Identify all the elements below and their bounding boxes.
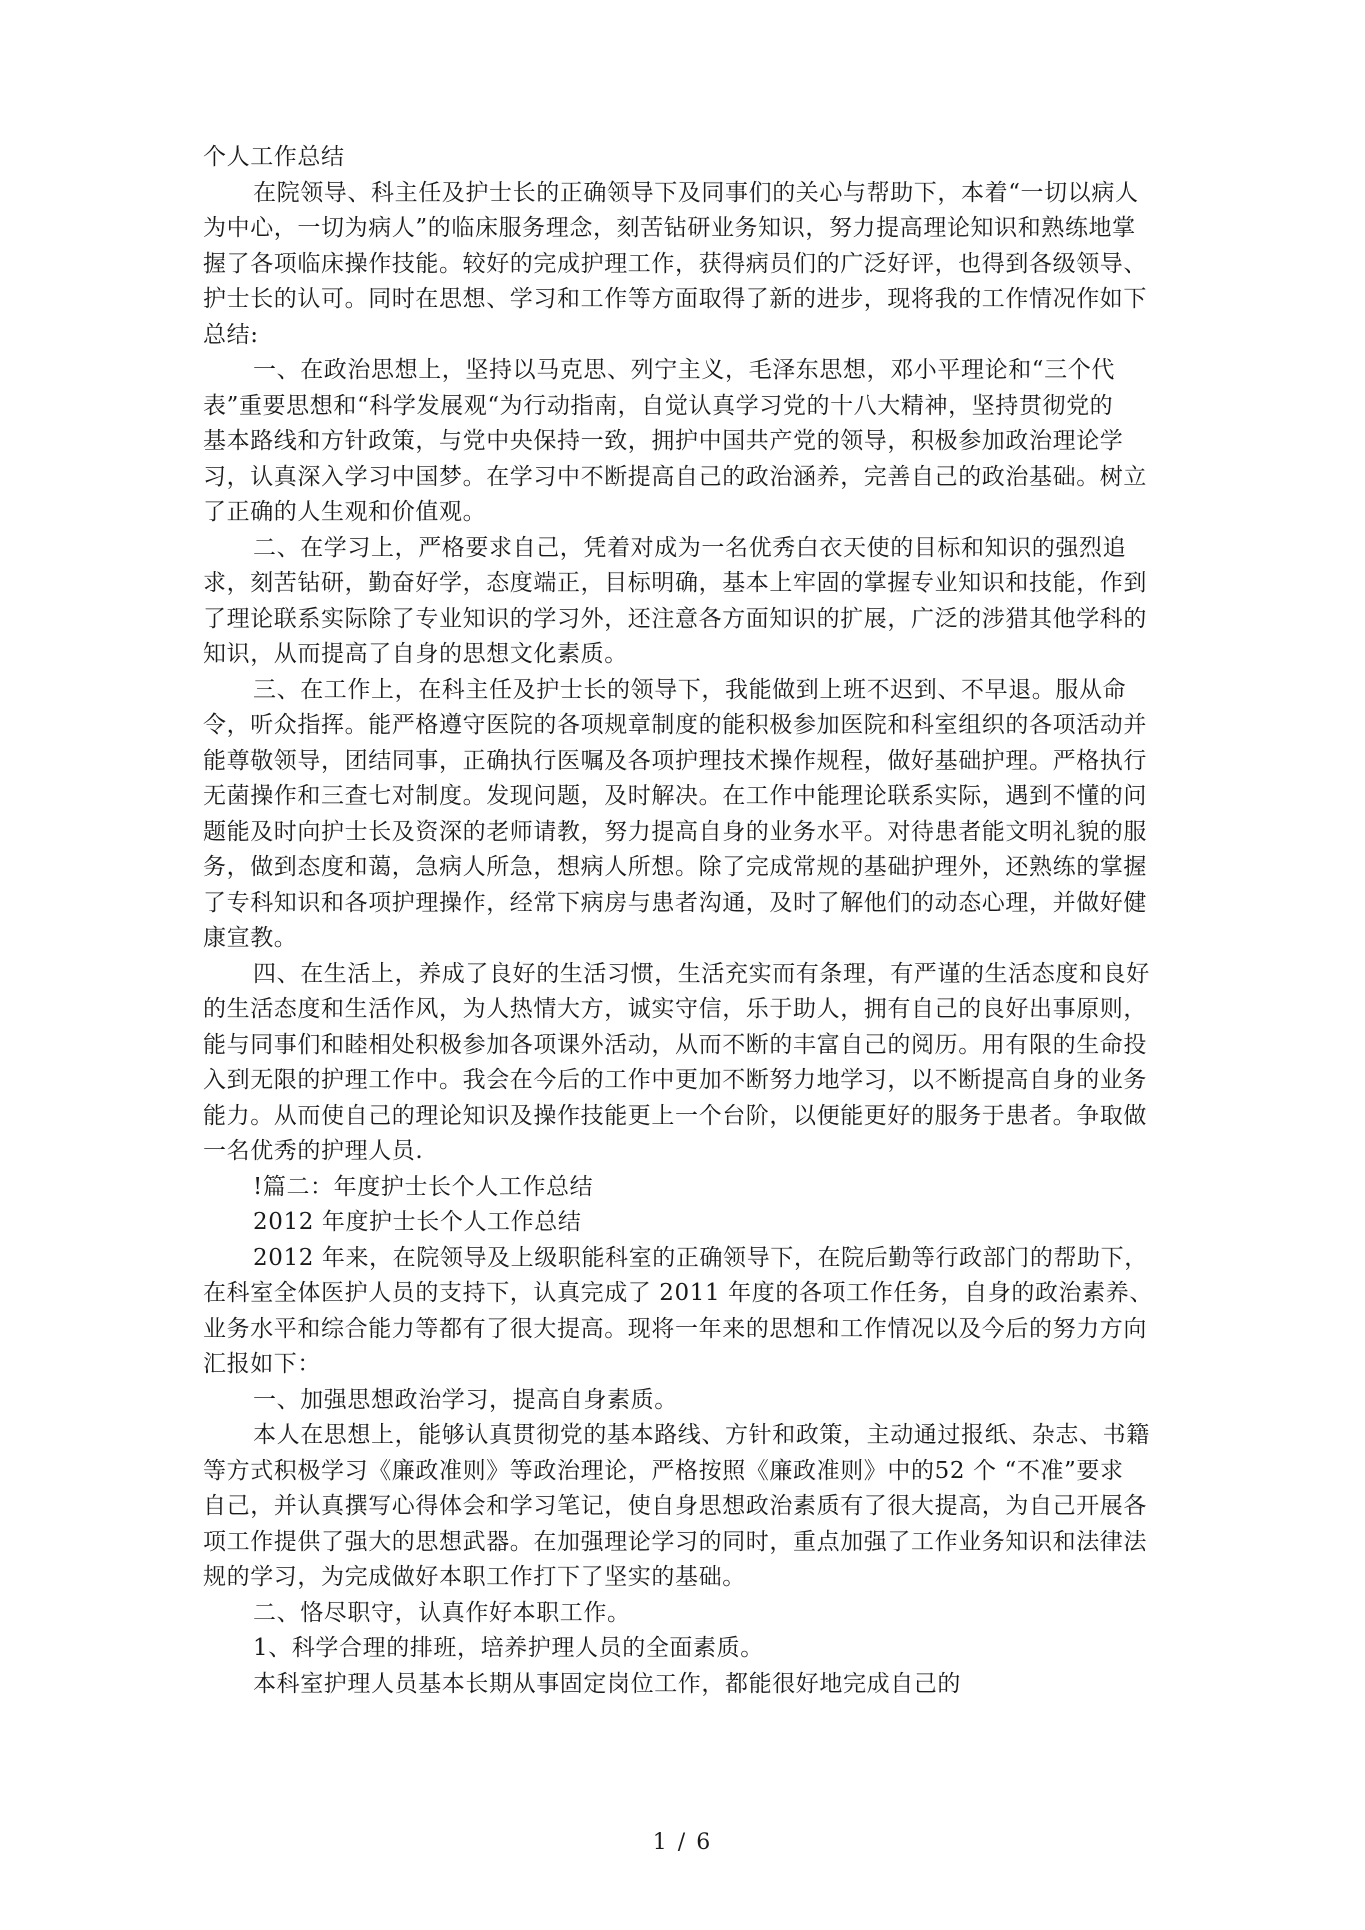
text-line: 了理论联系实际除了专业知识的学习外，还注意各方面知识的扩展，广泛的涉猎其他学科的 (203, 605, 1147, 632)
text-line: 习，认真深入学习中国梦。在学习中不断提高自己的政治涵养，完善自己的政治基础。树立 (203, 463, 1147, 490)
text-line: 总结: (203, 321, 259, 348)
text-line: 了正确的人生观和价值观。 (203, 499, 487, 525)
text-line: 基本路线和方针政策，与党中央保持一致，拥护中国共产党的领导，积极参加政治理论学 (203, 428, 1124, 454)
text-line: 项工作提供了强大的思想武器。在加强理论学习的同时，重点加强了工作业务知识和法律法 (203, 1528, 1147, 1555)
text-line: 1、科学合理的排班，培养护理人员的全面素质。 (253, 1635, 764, 1661)
document-body (203, 140, 1178, 1702)
text-line: 题能及时向护士长及资深的老师请教，努力提高自身的业务水平。对待患者能文明礼貌的服 (203, 818, 1147, 845)
text-line: 一名优秀的护理人员. (203, 1138, 424, 1164)
text-line: 的生活态度和生活作风，为人热情大方，诚实守信，乐于助人，拥有自己的良好出事原则， (203, 996, 1147, 1022)
document-title: 个人工作总结 (203, 144, 345, 170)
text-line: 一、加强思想政治学习，提高自身素质。 (253, 1386, 678, 1413)
text-line: !篇二：年度护士长个人工作总结 (253, 1173, 594, 1200)
text-line: 入到无限的护理工作中。我会在今后的工作中更加不断努力地学习，以不断提高自身的业务 (203, 1067, 1147, 1093)
text-line: 了专科知识和各项护理操作，经常下病房与患者沟通，及时了解他们的动态心理，并做好健 (203, 889, 1147, 916)
text-line: 汇报如下： (203, 1351, 321, 1377)
text-line: 2012 年来，在院领导及上级职能科室的正确领导下，在院后勤等行政部门的帮助下， (253, 1244, 1148, 1271)
text-line: 二、在学习上，严格要求自己，凭着对成为一名优秀白衣天使的目标和知识的强烈追 (253, 534, 1127, 561)
text-line: 四、在生活上，养成了良好的生活习惯，生活充实而有条理，有严谨的生活态度和良好 (253, 960, 1150, 987)
text-line: 本人在思想上，能够认真贯彻党的基本路线、方针和政策，主动通过报纸、杂志、书籍 (253, 1422, 1150, 1448)
text-line: 三、在工作上，在科主任及护士长的领导下，我能做到上班不迟到、不早退。服从命 (253, 676, 1127, 703)
text-line: 能与同事们和睦相处积极参加各项课外活动，从而不断的丰富自己的阅历。用有限的生命投 (203, 1031, 1147, 1058)
page-number: 1 / 6 (652, 1830, 713, 1855)
text-line: 二、恪尽职守，认真作好本职工作。 (253, 1599, 631, 1626)
text-line: 令，听众指挥。能严格遵守医院的各项规章制度的能积极参加医院和科室组织的各项活动并 (203, 712, 1147, 738)
text-line: 规的学习，为完成做好本职工作打下了坚实的基础。 (203, 1564, 746, 1590)
text-line: 业务水平和综合能力等都有了很大提高。现将一年来的思想和工作情况以及今后的努力方向 (203, 1315, 1147, 1342)
text-line: 能尊敬领导，团结同事，正确执行医嘱及各项护理技术操作规程，做好基础护理。严格执行 (203, 747, 1147, 774)
text-line: 为中心，一切为病人”的临床服务理念，刻苦钻研业务知识，努力提高理论知识和熟练地掌 (203, 215, 1136, 241)
text-line: 无菌操作和三查七对制度。发现问题，及时解决。在工作中能理论联系实际，遇到不懂的问 (203, 783, 1147, 809)
text-line: 等方式积极学习《廉政准则》等政治理论，严格按照《廉政准则》中的52 个 “不准”要求 (203, 1457, 1124, 1484)
text-line: 康宣教。 (203, 925, 298, 951)
text-line: 握了各项临床操作技能。较好的完成护理工作，获得病员们的广泛好评，也得到各级领导、 (203, 250, 1147, 277)
text-line: 在科室全体医护人员的支持下，认真完成了 2011 年度的各项工作任务，自身的政治素养、 (203, 1280, 1153, 1306)
text-line: 2012 年度护士长个人工作总结 (253, 1209, 582, 1235)
text-line: 知识，从而提高了自身的思想文化素质。 (203, 641, 628, 667)
text-line: 表”重要思想和“科学发展观“为行动指南，自觉认真学习党的十八大精神，坚持贯彻党的 (203, 392, 1114, 419)
text-line: 在院领导、科主任及护士长的正确领导下及同事们的关心与帮助下，本着“一切以病人 (253, 179, 1139, 206)
text-line: 务，做到态度和蔼，急病人所急，想病人所想。除了完成常规的基础护理外，还熟练的掌握 (203, 854, 1147, 880)
text-line: 护士长的认可。同时在思想、学习和工作等方面取得了新的进步，现将我的工作情况作如下 (203, 286, 1147, 312)
text-line: 自己，并认真撰写心得体会和学习笔记，使自身思想政治素质有了很大提高，为自己开展各 (203, 1493, 1147, 1519)
text-line: 一、在政治思想上，坚持以马克思、列宁主义，毛泽东思想，邓小平理论和“三个代 (253, 357, 1115, 383)
text-line: 求，刻苦钻研，勤奋好学，态度端正，目标明确，基本上牢固的掌握专业知识和技能，作到 (203, 570, 1147, 596)
text-line: 能力。从而使自己的理论知识及操作技能更上一个台阶，以便能更好的服务于患者。争取做 (203, 1102, 1147, 1129)
text-line: 本科室护理人员基本长期从事固定岗位工作，都能很好地完成自己的 (253, 1670, 961, 1697)
